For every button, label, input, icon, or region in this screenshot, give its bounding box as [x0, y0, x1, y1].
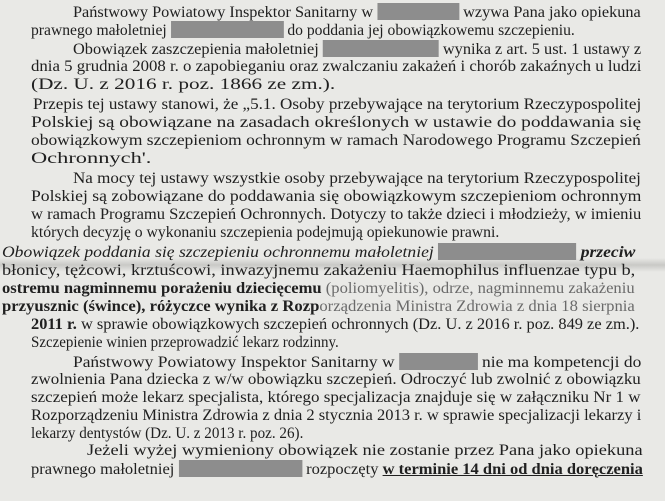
text-run: przyusznic (śwince), różyczce wynika z Rozp: [2, 298, 320, 315]
text-line: [31, 188, 641, 206]
text-run: ostremu nagminnemu porażeniu dziecięcemu: [2, 280, 322, 297]
text-run: Szczepienie winien przeprowadzić lekarz rodzinny.: [31, 334, 339, 351]
text-run: obowiązkowym szczepieniom ochronnym w ramach Narodowego Programu Szczepień: [31, 132, 641, 149]
text-line: [2, 280, 635, 298]
text-run: Obowiązek zaszczepienia małoletniej: [73, 41, 323, 58]
text-run: w ramach Programu Szczepień Ochronnych. Dotyczy to także dzieci i młodzieży, w imieniu: [31, 206, 642, 223]
text-line: [31, 21, 575, 40]
text-line: [31, 114, 641, 132]
redaction-block: [438, 243, 576, 260]
text-line: [2, 262, 635, 280]
text-run: szczepień może lekarz specjalista, którego specjalizacja znajduje się w załączniku Nr 1 w: [31, 389, 641, 406]
text-line: [31, 425, 303, 443]
text-run: nie ma kompetencji do: [477, 354, 642, 371]
text-run: (Dz. U. z 2016 r. poz. 1866 ze zm.).: [31, 76, 336, 93]
redaction-block: [179, 460, 302, 477]
text-line: [73, 170, 641, 188]
text-run: Polskiej są obowiązane na zasadach określonych w ustawie do poddawania się: [31, 114, 642, 131]
text-line: [31, 371, 641, 389]
text-run: Przepis tej ustawy stanowi, że „5.1. Osoby przebywające na terytorium Rzeczypospolitej: [33, 96, 642, 113]
text-line: [31, 334, 339, 352]
text-line: [31, 206, 641, 224]
text-line: [31, 389, 641, 407]
text-run: Na mocy tej ustawy wszystkie osoby przebywające na terytorium Rzeczypospolitej: [73, 170, 641, 187]
text-line: [31, 316, 639, 334]
redaction-block: [323, 40, 439, 57]
text-run: błonicy, tężcowi, krztuścowi, inwazyjnemu zakażeniu Haemophilus influenzae typu b,: [2, 262, 636, 279]
text-run: w sprawie obowiązkowych szczepień ochronnych (Dz. U. z 2016 r. poz. 849 ze zm.).: [76, 316, 640, 333]
text-line: [73, 3, 641, 22]
text-run: do poddania jej obowiązkowemu szczepieniu.: [283, 22, 575, 39]
redaction-block: [399, 353, 478, 370]
text-run: Polskiej są zobowiązane do poddawania się obowiązkowym szczepieniom ochronnym: [31, 188, 642, 205]
text-line: [2, 298, 635, 316]
text-line: [2, 243, 635, 262]
text-run: Jeżeli wyżej wymieniony obowiązek nie zostanie przez Pana jako opiekuna: [87, 442, 643, 459]
text-run: prawnego małoletniej: [31, 22, 171, 39]
text-run: wzywa Pana jako opiekuna: [459, 4, 641, 21]
text-run: 2011 r.: [31, 316, 77, 333]
text-line: [73, 40, 641, 59]
text-line: [31, 132, 641, 150]
text-run: Państwowy Powiatowy Inspektor Sanitarny w: [73, 354, 399, 371]
text-line: [31, 460, 643, 479]
text-line: [87, 442, 643, 460]
text-line: [31, 76, 335, 94]
text-run: których decyzję o wykonaniu szczepienia podejmują opiekunowie prawni.: [31, 224, 500, 241]
redaction-block: [377, 3, 459, 20]
text-run: Rozporządzeniu Ministra Zdrowia z dnia 2 stycznia 2013 r. w sprawie specjalizacji lekarzy i: [31, 407, 642, 424]
text-line: [31, 407, 641, 425]
text-line: [31, 150, 151, 168]
text-line: [31, 224, 499, 242]
text-run: Ochronnych'.: [31, 150, 152, 167]
text-line: [33, 96, 641, 114]
text-run: rozpoczęty: [301, 461, 383, 478]
text-run: Państwowy Powiatowy Inspektor Sanitarny w: [73, 4, 378, 21]
text-run: orządzenia Ministra Zdrowia z dnia 18 sierpnia: [319, 298, 635, 315]
text-line: [31, 58, 641, 76]
text-run: przeciw: [576, 244, 636, 261]
text-run: wynika z art. 5 ust. 1 ustawy z: [438, 41, 642, 58]
text-run: (poliomyelitis), odrze, nagminnemu zakażeniu: [321, 280, 635, 297]
text-run: dnia 5 grudnia 2008 r. o zapobieganiu oraz zwalczaniu zakażeń i chorób zakaźnych u ludzi: [31, 58, 642, 75]
text-run: w terminie 14 dni od dnia doręczenia: [382, 461, 643, 478]
text-run: zwolnienia Pana dziecka z w/w obowiązku szczepień. Odroczyć lub zwolnić z obowiązku: [31, 371, 641, 388]
text-run: prawnego małoletniej: [31, 461, 179, 478]
text-run: lekarzy dentystów (Dz. U. z 2013 r. poz. 26).: [31, 425, 304, 442]
text-line: [73, 353, 641, 372]
redaction-block: [171, 21, 284, 38]
text-run: Obowiązek poddania się szczepieniu ochronnemu małoletniej: [2, 244, 439, 261]
